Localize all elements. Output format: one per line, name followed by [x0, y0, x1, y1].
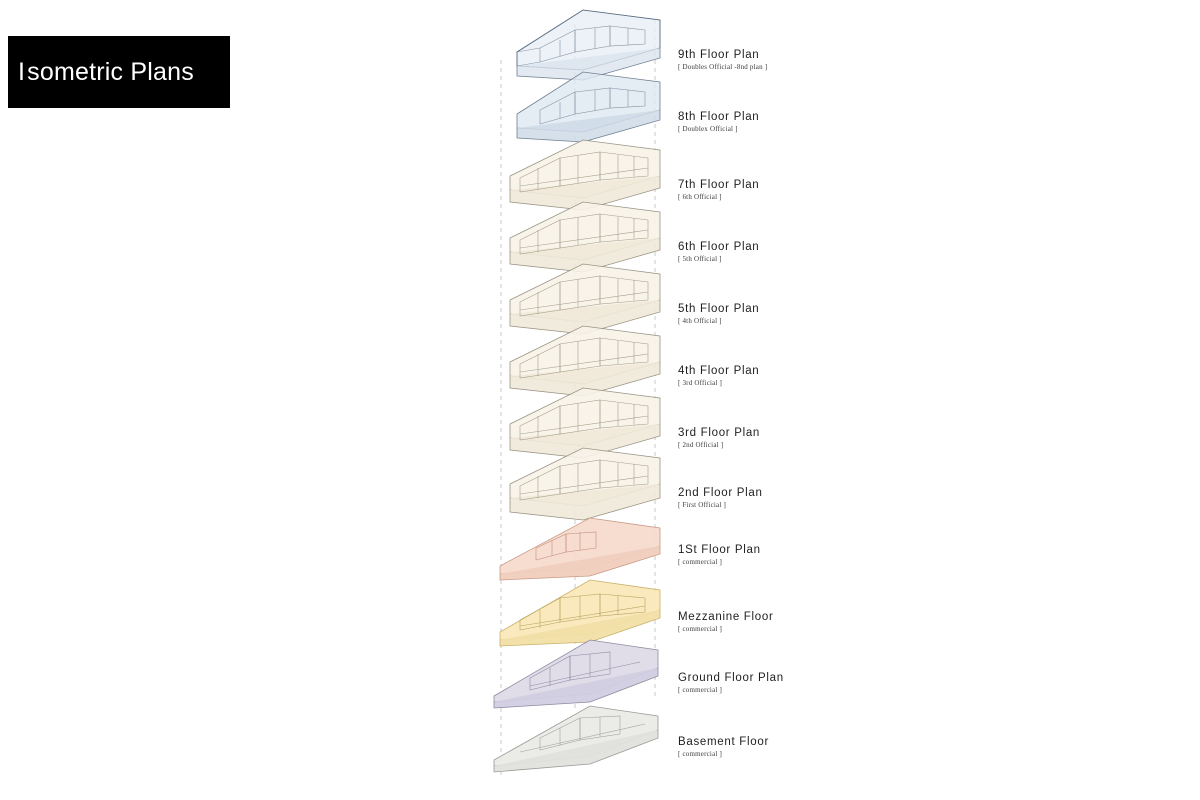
floor-label-name: 8th Floor Plan	[678, 111, 760, 123]
floor-label-subtitle: [ 3rd Official ]	[678, 379, 723, 387]
floor-label-subtitle: [ commercial ]	[678, 625, 723, 633]
floor-slab-3	[510, 388, 660, 458]
floor-slab-8	[517, 72, 660, 142]
floor-slab-5	[510, 264, 660, 334]
floor-label-basement	[678, 735, 769, 760]
floor-slab-6	[510, 202, 660, 272]
floor-label-subtitle: [ 6th Official ]	[678, 193, 722, 201]
floor-label-mezzanine	[678, 610, 774, 635]
floor-label-3	[678, 426, 760, 451]
floor-label-name: 1St Floor Plan	[678, 544, 761, 556]
floor-label-subtitle: [ 5th Official ]	[678, 255, 722, 263]
floor-label-subtitle: [ commercial ]	[678, 686, 723, 694]
floor-label-name: Basement Floor	[678, 736, 769, 748]
floor-label-7	[678, 178, 759, 203]
floor-label-name: Mezzanine Floor	[678, 611, 774, 623]
floor-slab-1	[500, 518, 660, 580]
floor-label-2	[678, 486, 763, 511]
floor-slab-basement	[494, 706, 658, 772]
floor-label-ground	[678, 671, 784, 696]
floor-slab-2	[510, 448, 660, 520]
floor-slab-4	[510, 326, 660, 396]
floor-label-subtitle: [ Doubles Official -8nd plan ]	[678, 63, 768, 71]
floor-slab-7	[510, 140, 660, 210]
floor-label-name: 3rd Floor Plan	[678, 427, 761, 439]
floor-label-subtitle: [ commercial ]	[678, 750, 723, 758]
floor-label-4	[678, 364, 759, 389]
page-title-lead-letter: I	[18, 57, 26, 86]
floor-label-6	[678, 240, 759, 265]
floor-label-8	[678, 110, 759, 135]
floor-label-1	[678, 543, 761, 568]
floor-label-9	[678, 48, 767, 73]
floor-label-subtitle: [ commercial ]	[678, 558, 723, 566]
floor-label-name: 6th Floor Plan	[678, 241, 760, 253]
floor-label-name: Ground Floor Plan	[678, 672, 784, 684]
floor-label-name: 5th Floor Plan	[678, 303, 760, 315]
floor-label-subtitle: [ First Official ]	[678, 501, 726, 509]
floor-label-subtitle: [ 2nd Official ]	[678, 441, 724, 449]
floor-label-name: 4th Floor Plan	[678, 365, 760, 377]
floor-label-name: 7th Floor Plan	[678, 179, 760, 191]
floor-slab-9	[517, 10, 660, 80]
floor-label-name: 9th Floor Plan	[678, 49, 760, 61]
floor-slab-ground	[494, 640, 658, 708]
floor-label-subtitle: [ Doublex Official ]	[678, 125, 738, 133]
floor-slab-mezzanine	[500, 580, 660, 646]
floor-label-name: 2nd Floor Plan	[678, 487, 763, 499]
floor-label-subtitle: [ 4th Official ]	[678, 317, 722, 325]
floor-label-5	[678, 302, 759, 327]
page-title-rest: sometric Plans	[27, 57, 194, 86]
